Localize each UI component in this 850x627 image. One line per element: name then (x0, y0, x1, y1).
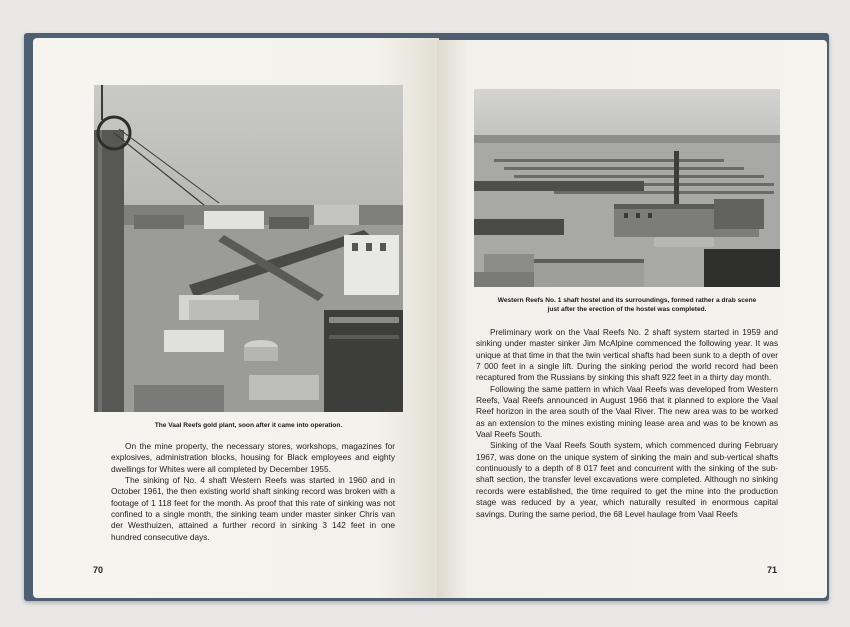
left-page-body (111, 441, 395, 543)
hostel-caption-line2: just after the erection of the hostel was completed. (547, 306, 707, 313)
hostel-caption (474, 296, 780, 314)
left-paragraph: On the mine property, the necessary stores, workshops, magazines for explosives, administration blocks, housing for Black employees and eighty dwellings for Whites were all completed by December 1955. (111, 441, 395, 474)
hostel-photo (474, 89, 780, 287)
right-paragraph: Preliminary work on the Vaal Reefs No. 2 shaft system started in 1959 and sinking under master sinker Jim McAlpine commenced the following year. It was unique at that time in that the twin vertical shafts had been sunk to a depth of over 7 000 feet in a single lift. During the sinking period the world record had been recaptured from the Russians by sinking this shaft 922 feet in a thirty day month. (476, 327, 778, 383)
right-page (437, 40, 827, 598)
gold-plant-photo-image (94, 85, 403, 412)
right-paragraph: Following the same pattern in which Vaal Reefs was developed from Western Reefs, Vaal Reefs announced in August 1966 that it planned to explore the Vaal Reef horizon in the area south of the Vaal River. The new area was to be worked as an extension to the mines existing mining lease area and was to be known as Vaal Reefs South. (476, 383, 778, 440)
gold-plant-photo (94, 85, 403, 412)
hostel-photo-image (474, 89, 780, 287)
left-paragraph: The sinking of No. 4 shaft Western Reefs was started in 1960 and in October 1961, the then existing world shaft sinking record was broken with a footage of 1 118 feet for the month. As proof that this rate of sinking was not confined to a single month, the sinking team under master sinker Chris van der Westhuizen, attained a further record in sinking 3 142 feet in one hundred consecutive days. (111, 475, 395, 542)
left-page (33, 38, 439, 598)
hostel-caption-line1: Western Reefs No. 1 shaft hostel and its surroundings, formed rather a drab scene (497, 297, 757, 304)
right-page-body (476, 327, 778, 520)
gold-plant-caption: The Vaal Reefs gold plant, soon after it came into operation. (154, 422, 343, 429)
page-number-right: 71 (767, 565, 778, 575)
right-paragraph: Sinking of the Vaal Reefs South system, which commenced during February 1967, was done on the unique system of sinking the main and sub-vertical shafts continuously to a depth of 8 017 feet and concurrent with the sinking of the sub-shaft section, the transfer level excavations were completed. Although no sinking records were established, the time required to get the mine into the production stage was reduced by a year, which naturally resulted in enormous capital savings. During the same period, the 68 Level haulage from Vaal Reefs (476, 440, 778, 519)
page-number-left: 70 (93, 565, 104, 575)
